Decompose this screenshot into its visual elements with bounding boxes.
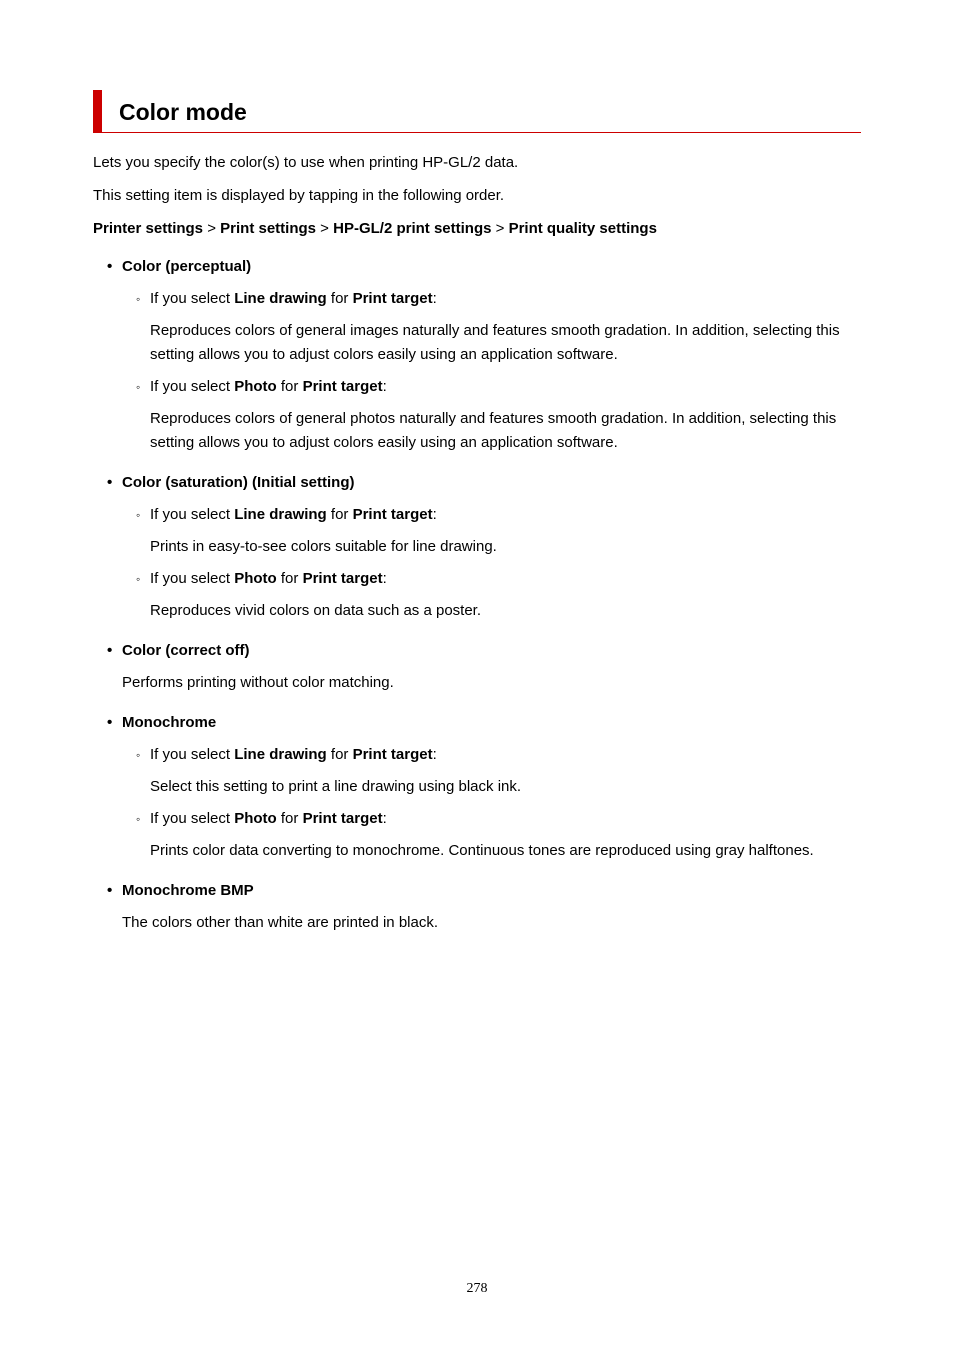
section-heading [93,90,861,133]
path-segment: Print quality settings [508,220,657,237]
page-title: Color mode [119,99,247,125]
sub-bullet-icon: ◦ [136,748,141,762]
path-segment: Printer settings [93,220,204,237]
list-item [93,879,863,935]
sub-condition: ◦ If you select Photo for Print target: [150,807,863,831]
bullet-icon: • [107,474,113,491]
sub-description: Select this setting to print a line drawing using black ink. [150,778,522,795]
option-name: • Color (correct off) [93,639,863,663]
sub-bullet-icon: ◦ [136,812,141,826]
bullet-icon: • [107,714,113,731]
sub-description: Reproduces vivid colors on data such as a poster. [150,602,482,619]
option-name: • Color (saturation) (Initial setting) [93,471,863,495]
bullet-icon: • [107,258,113,275]
sub-condition: ◦ If you select Photo for Print target: [150,375,863,399]
sub-list [93,503,863,623]
bullet-icon: • [107,642,113,659]
option-name: • Monochrome [93,711,863,735]
heading-accent-bar [93,90,102,133]
sub-list [93,287,863,455]
sub-description: Prints in easy-to-see colors suitable for line drawing. [150,538,497,555]
sub-condition: ◦ If you select Line drawing for Print target: [150,503,863,527]
sub-bullet-icon: ◦ [136,572,141,586]
sub-list [93,743,863,863]
sub-condition: ◦ If you select Photo for Print target: [150,567,863,591]
path-segment: Print settings [220,220,316,237]
main-content [93,151,863,951]
path-separator: > [495,220,505,237]
list-item [93,639,863,695]
sub-bullet-icon: ◦ [136,508,141,522]
list-item [93,711,863,863]
sub-bullet-icon: ◦ [136,292,141,306]
path-segment: HP-GL/2 print settings [333,220,492,237]
sub-condition: ◦ If you select Line drawing for Print target: [150,743,863,767]
sub-bullet-icon: ◦ [136,380,141,394]
bullet-icon: • [107,882,113,899]
sub-description: Prints color data converting to monochrome. Continuous tones are reproduced using gray halftones. [150,842,814,859]
intro-paragraph: Lets you specify the color(s) to use when printing HP-GL/2 data. [93,154,519,171]
option-description: The colors other than white are printed in black. [122,914,439,931]
sub-description: Reproduces colors of general photos naturally and features smooth gradation. In addition, selecting this setting allows you to adjust colors easily using an application software. [150,410,837,451]
settings-path [93,217,863,241]
list-item [93,471,863,623]
option-description: Performs printing without color matching. [122,674,394,691]
sub-condition: ◦ If you select Line drawing for Print target: [150,287,863,311]
intro-paragraph: This setting item is displayed by tapping in the following order. [93,187,505,204]
list-item [93,255,863,455]
option-name: • Monochrome BMP [93,879,863,903]
option-name: • Color (perceptual) [93,255,863,279]
path-separator: > [207,220,216,237]
option-list [93,255,863,935]
page-number: 278 [466,1281,488,1296]
sub-description: Reproduces colors of general images naturally and features smooth gradation. In addition, selecting this setting allows you to adjust colors easily using an application software. [150,322,840,363]
path-separator: > [320,220,329,237]
